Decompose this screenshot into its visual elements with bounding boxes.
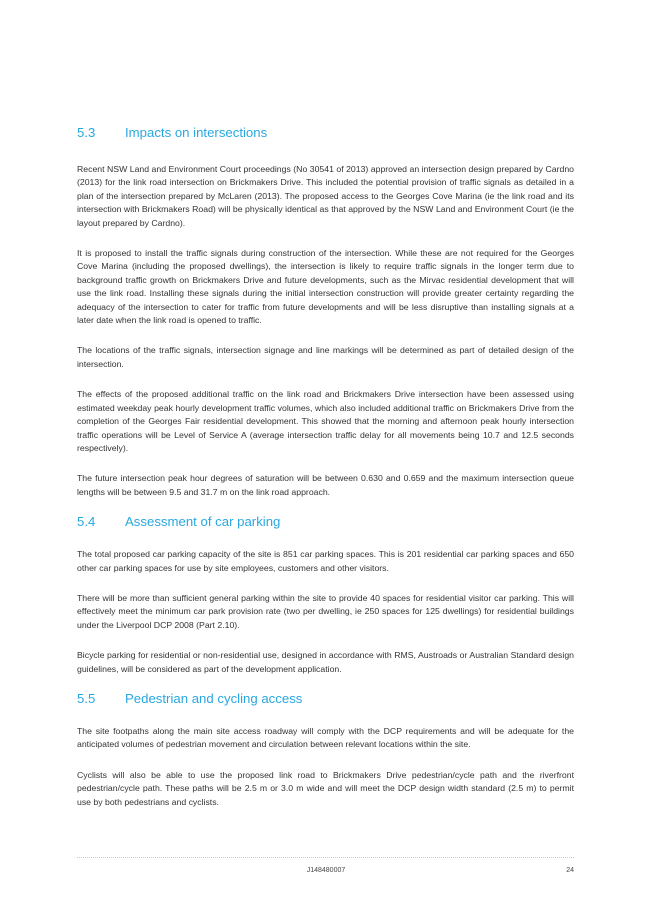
section-assessment-of-car-parking — [77, 513, 574, 676]
paragraph: It is proposed to install the traffic signals during construction of the intersection. While these are not required for the Georges Cove Marina (including the proposed dwellings), the intersection is likely to require traffic signals in the longer term due to background traffic growth on Brickmakers Drive and future developments, such as the Mirvac residential development that will use the link road. Installing these signals during the initial intersection construction will provide greater certainty regarding the adequacy of the intersection to cater for traffic from future developments and will be less disruptive than installing signals at a later date when the link road is opened to traffic. — [77, 248, 574, 326]
paragraph: The total proposed car parking capacity of the site is 851 car parking spaces. This is 201 residential car parking spaces and 650 other car parking spaces for use by site employees, customers and other visitors. — [77, 549, 574, 573]
paragraph: Cyclists will also be able to use the proposed link road to Brickmakers Drive pedestrian/cycle path and the riverfront pedestrian/cycle path. These paths will be 2.5 m or 3.0 m wide and will meet the DCP design width standard (2.5 m) to permit use by both pedestrians and cyclists. — [77, 769, 574, 807]
section-number: 5.3 — [77, 125, 96, 140]
footer-page-number: 24 — [566, 867, 574, 874]
paragraph: The effects of the proposed additional traffic on the link road and Brickmakers Drive intersection have been assessed using estimated weekday peak hourly development traffic volumes, which also included additional traffic on Brickmakers Drive from the completion of the Georges Fair residential development. This showed that the morning and afternoon peak hourly intersection traffic operations will be Level of Service A (average intersection traffic delay for all movements being 10.7 and 12.5 seconds respectively). — [77, 389, 574, 453]
paragraph: The site footpaths along the main site access roadway will comply with the DCP requirements and will be adequate for the anticipated volumes of pedestrian movement and circulation between relevant locations within the site. — [77, 725, 574, 750]
paragraph: Recent NSW Land and Environment Court proceedings (No 30541 of 2013) approved an intersection design prepared by Cardno (2013) for the link road intersection on Brickmakers Drive. This included the potential provision of traffic signals as detailed in a plan of the intersection prepared by McLaren (2013). The proposed access to the Georges Cove Marina (ie the link road and its intersection with Brickmakers Road) will be physically identical as that approved by the NSW Land and Environment Court (ie the layout prepared by Cardno). — [77, 164, 574, 228]
section-heading — [77, 124, 574, 142]
section-heading — [77, 513, 574, 531]
paragraph: The locations of the traffic signals, intersection signage and line markings will be determined as part of detailed design of the intersection. — [77, 345, 574, 369]
paragraph: There will be more than sufficient general parking within the site to provide 40 spaces for residential visitor car parking. This will effectively meet the minimum car park provision rate (two per dwelling, ie 250 spaces for 125 dwellings) for residential buildings under the Liverpool DCP 2008 (Part 2.10). — [77, 592, 574, 630]
section-heading — [77, 690, 574, 708]
section-pedestrian-and-cycling-access — [77, 690, 574, 809]
paragraph: The future intersection peak hour degrees of saturation will be between 0.630 and 0.659 and the maximum intersection queue lengths will be between 9.5 and 31.7 m on the link road approach. — [77, 473, 574, 497]
page-content — [77, 124, 574, 809]
section-impacts-on-intersections — [77, 124, 574, 499]
footer-divider — [77, 857, 574, 858]
paragraph: Bicycle parking for residential or non-residential use, designed in accordance with RMS, Austroads or Australian Standard design guidelines, will be considered as part of the development application. — [77, 650, 574, 674]
section-number: 5.4 — [77, 514, 96, 530]
section-title: Pedestrian and cycling access — [125, 690, 303, 706]
section-title: Impacts on intersections — [125, 125, 268, 140]
footer-document-code: J148480007 — [306, 867, 346, 874]
section-number: 5.5 — [77, 690, 96, 706]
section-title: Assessment of car parking — [125, 514, 281, 530]
